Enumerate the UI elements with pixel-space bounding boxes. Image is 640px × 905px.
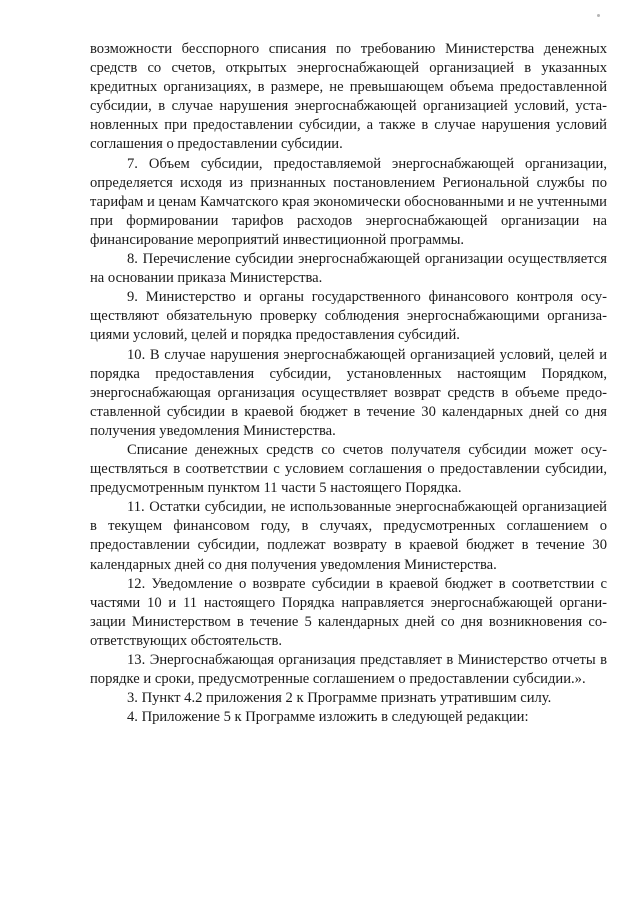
document-body <box>90 40 607 727</box>
paragraph-item-3: 3. Пункт 4.2 приложения 2 к Программе признать утратившим силу. <box>127 690 552 707</box>
paragraph-11: 11. Остатки субсидии, не использованные энергоснабжающей организацией в текущем финансовом году, в случаях, предусмотренных соглашением о предоставлении субсидии, подлежат возврату в краевой бюджет в течение 30 календарных дней со дня получения уведомления Министерства. <box>90 499 607 573</box>
paragraph-13: 13. Энергоснабжающая организация представляет в Министерство отчеты в порядке и сроки, предусмотренные соглашением о предоставлении субсидии.». <box>90 652 607 688</box>
paragraph-9: 9. Министерство и органы государственного финансового контроля осуществляют обязательную проверку соблюдения энергоснабжающими организациями условий, целей и порядка предоставления субсидий. <box>90 289 607 344</box>
paragraph-item-4: 4. Приложение 5 к Программе изложить в следующей редакции: <box>127 709 529 726</box>
paragraph-10: 10. В случае нарушения энергоснабжающей организацией условий, целей и порядка предоставления субсидии, установленных настоящим Порядком, энергоснабжающая организация осуществляет возврат средств в объеме предоставленной субсидии в краевой бюджет в течение 30 календарных дней со дня получения уведомления Министерства. <box>90 346 607 439</box>
paragraph-12: 12. Уведомление о возврате субсидии в краевой бюджет в соответствии с частями 10 и 11 настоящего Порядка направляется энергоснабжающей организации Министерством в течение 5 календарных дней со дня возникновения соответствующих обстоятельств. <box>90 575 607 649</box>
paragraph-8: 8. Перечисление субсидии энергоснабжающей организации осуществляется на основании приказа Министерства. <box>90 251 607 287</box>
paragraph-7: 7. Объем субсидии, предоставляемой энергоснабжающей организации, определяется исходя из признанных постановлением Региональной службы по тарифам и ценам Камчатского края экономически обоснованными и не учтенными при формировании тарифов расходов энергоснабжающей организации на финансирование мероприятий инвестиционной программы. <box>90 155 607 248</box>
paragraph-continuation: возможности бесспорного списания по требованию Министерства денежных средств со счетов, открытых энергоснабжающей организацией в указанных кредитных организациях, в размере, не превышающем объема предоставленной субсидии, в случае нарушения энергоснабжающей организацией условий, установленных при предоставлении субсидии, а также в случае нарушения условий соглашения о предоставлении субсидии. <box>90 41 607 153</box>
scan-mark <box>597 14 600 17</box>
paragraph-writeoff: Списание денежных средств со счетов получателя субсидии может осуществляться в соответствии с условием соглашения о предоставлении субсидии, предусмотренным пунктом 11 части 5 настоящего Порядка. <box>90 441 607 497</box>
